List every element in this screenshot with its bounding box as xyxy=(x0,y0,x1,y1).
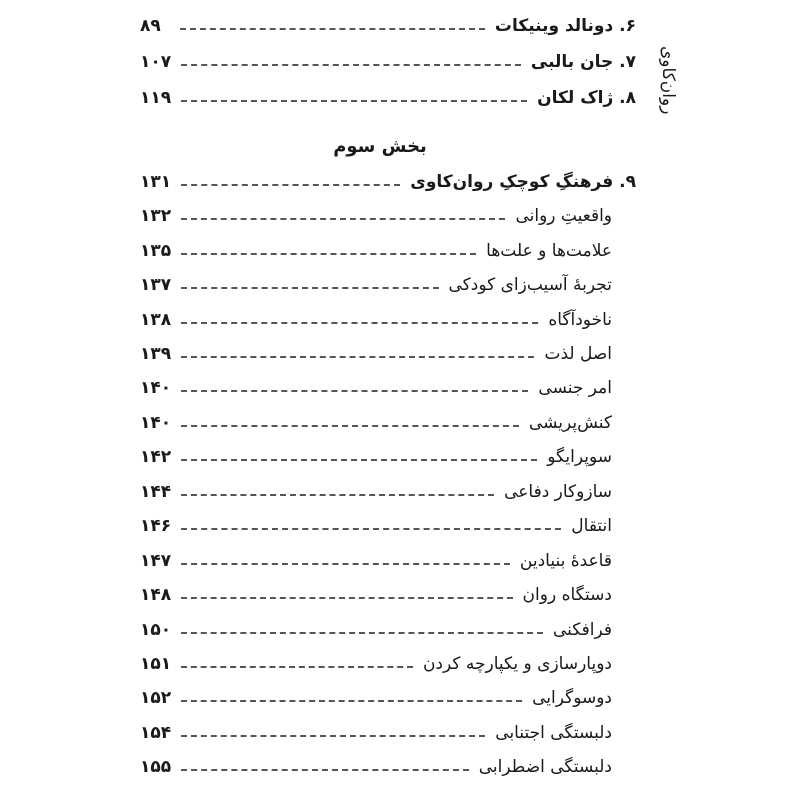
toc-entry-page: ۱۴۰ xyxy=(140,378,172,398)
toc-entry-title: فرافکنی xyxy=(552,620,612,640)
section-heading: بخش سوم xyxy=(333,136,427,157)
toc-entry-title: قاعدهٔ بنیادین xyxy=(519,551,612,571)
dot-leader xyxy=(181,218,505,220)
toc-subentry[interactable] xyxy=(140,304,612,336)
toc-entry-title: امر جنسی xyxy=(538,378,612,398)
toc-subentry[interactable] xyxy=(140,579,612,611)
toc-entry-page: ۱۵۰ xyxy=(140,620,172,640)
toc-subentry[interactable] xyxy=(140,648,612,680)
toc-chapter-entry[interactable] xyxy=(140,166,636,198)
toc-entry-page: ۱۴۷ xyxy=(140,551,172,571)
toc-entry-page: ۱۳۷ xyxy=(140,275,172,295)
toc-entry-title: دوسوگرایی xyxy=(532,688,612,708)
toc-subentry[interactable] xyxy=(140,717,612,749)
toc-entry-page: ۱۴۰ xyxy=(140,413,172,433)
toc-subentry[interactable] xyxy=(140,407,612,439)
dot-leader xyxy=(181,390,528,392)
toc-entry-title: کنش‌پریشی xyxy=(528,413,612,433)
toc-entry-title: دستگاه روان xyxy=(522,585,612,605)
toc-subentry[interactable] xyxy=(140,614,612,646)
toc-entry-title: ۶. دونالد وینیکات xyxy=(494,16,636,36)
toc-entry-page: ۱۵۴ xyxy=(140,723,172,743)
toc-entry-page: ۱۳۸ xyxy=(140,310,172,330)
toc-entry-page: ۸۹ xyxy=(140,16,161,36)
toc-entry-title: انتقال xyxy=(571,516,612,536)
toc-entry-title: اصل لذت xyxy=(544,344,612,364)
toc-subentry[interactable] xyxy=(140,751,612,783)
dot-leader xyxy=(180,28,485,30)
toc-entry-page: ۱۱۹ xyxy=(140,88,172,108)
toc-subentry[interactable] xyxy=(140,476,612,508)
dot-leader xyxy=(181,64,521,66)
dot-leader xyxy=(181,666,413,668)
toc-entry-page: ۱۴۸ xyxy=(140,585,172,605)
toc-entry-title: تجربهٔ آسیب‌زای کودکی xyxy=(448,275,612,295)
toc-entry-page: ۱۵۲ xyxy=(140,688,172,708)
dot-leader xyxy=(181,700,522,702)
toc-subentry[interactable] xyxy=(140,338,612,370)
toc-subentry[interactable] xyxy=(140,200,612,232)
toc-subentry[interactable] xyxy=(140,682,612,714)
dot-leader xyxy=(181,528,561,530)
toc-entry-page: ۱۳۹ xyxy=(140,344,172,364)
dot-leader xyxy=(181,459,537,461)
toc-entry-page: ۱۳۲ xyxy=(140,206,172,226)
toc-subentry[interactable] xyxy=(140,235,612,267)
dot-leader xyxy=(181,287,438,289)
toc-entry-page: ۱۴۲ xyxy=(140,447,172,467)
toc-entry[interactable] xyxy=(140,82,636,114)
toc-entry-page: ۱۰۷ xyxy=(140,52,172,72)
dot-leader xyxy=(181,184,400,186)
toc-entry-page: ۱۵۵ xyxy=(140,757,172,777)
toc-subentry[interactable] xyxy=(140,545,612,577)
dot-leader xyxy=(181,253,476,255)
toc-entry-title: سازوکار دفاعی xyxy=(504,482,612,502)
dot-leader xyxy=(181,735,485,737)
dot-leader xyxy=(181,425,519,427)
toc-entry-title: ناخودآگاه xyxy=(548,310,612,330)
dot-leader xyxy=(181,494,494,496)
dot-leader xyxy=(181,356,534,358)
toc-entry-title: دوپارسازی و یکپارچه کردن xyxy=(422,654,612,674)
toc-entry-page: ۱۵۱ xyxy=(140,654,172,674)
toc-subentry[interactable] xyxy=(140,441,612,473)
toc-subentry[interactable] xyxy=(140,510,612,542)
toc-entry-title: علامت‌ها و علت‌ها xyxy=(486,241,612,261)
toc-entry-title: دلبستگی اضطرابی xyxy=(478,757,612,777)
toc-entry-title: سوپرایگو xyxy=(547,447,612,467)
dot-leader xyxy=(181,563,510,565)
dot-leader xyxy=(181,100,527,102)
toc-entry-page: ۱۴۴ xyxy=(140,482,172,502)
toc-entry-page: ۱۳۵ xyxy=(140,241,172,261)
running-header: روان‌کاوی xyxy=(658,45,678,114)
dot-leader xyxy=(181,632,543,634)
toc-subentry[interactable] xyxy=(140,269,612,301)
toc-entry[interactable] xyxy=(140,46,636,78)
toc-subentry[interactable] xyxy=(140,372,612,404)
dot-leader xyxy=(181,769,469,771)
toc-entry-title: دلبستگی اجتنابی xyxy=(495,723,612,743)
toc-entry-page: ۱۴۶ xyxy=(140,516,172,536)
dot-leader xyxy=(181,597,512,599)
toc-entry-title: ۹. فرهنگِ کوچکِ روان‌کاوی xyxy=(410,172,636,192)
toc-entry-page: ۱۳۱ xyxy=(140,172,172,192)
toc-entry-title: واقعیتِ روانی xyxy=(515,206,612,226)
dot-leader xyxy=(181,322,538,324)
toc-entry-title: ۷. جان بالبی xyxy=(530,52,636,72)
toc-entry[interactable] xyxy=(140,10,636,42)
toc-entry-title: ۸. ژاک لکان xyxy=(537,88,636,108)
